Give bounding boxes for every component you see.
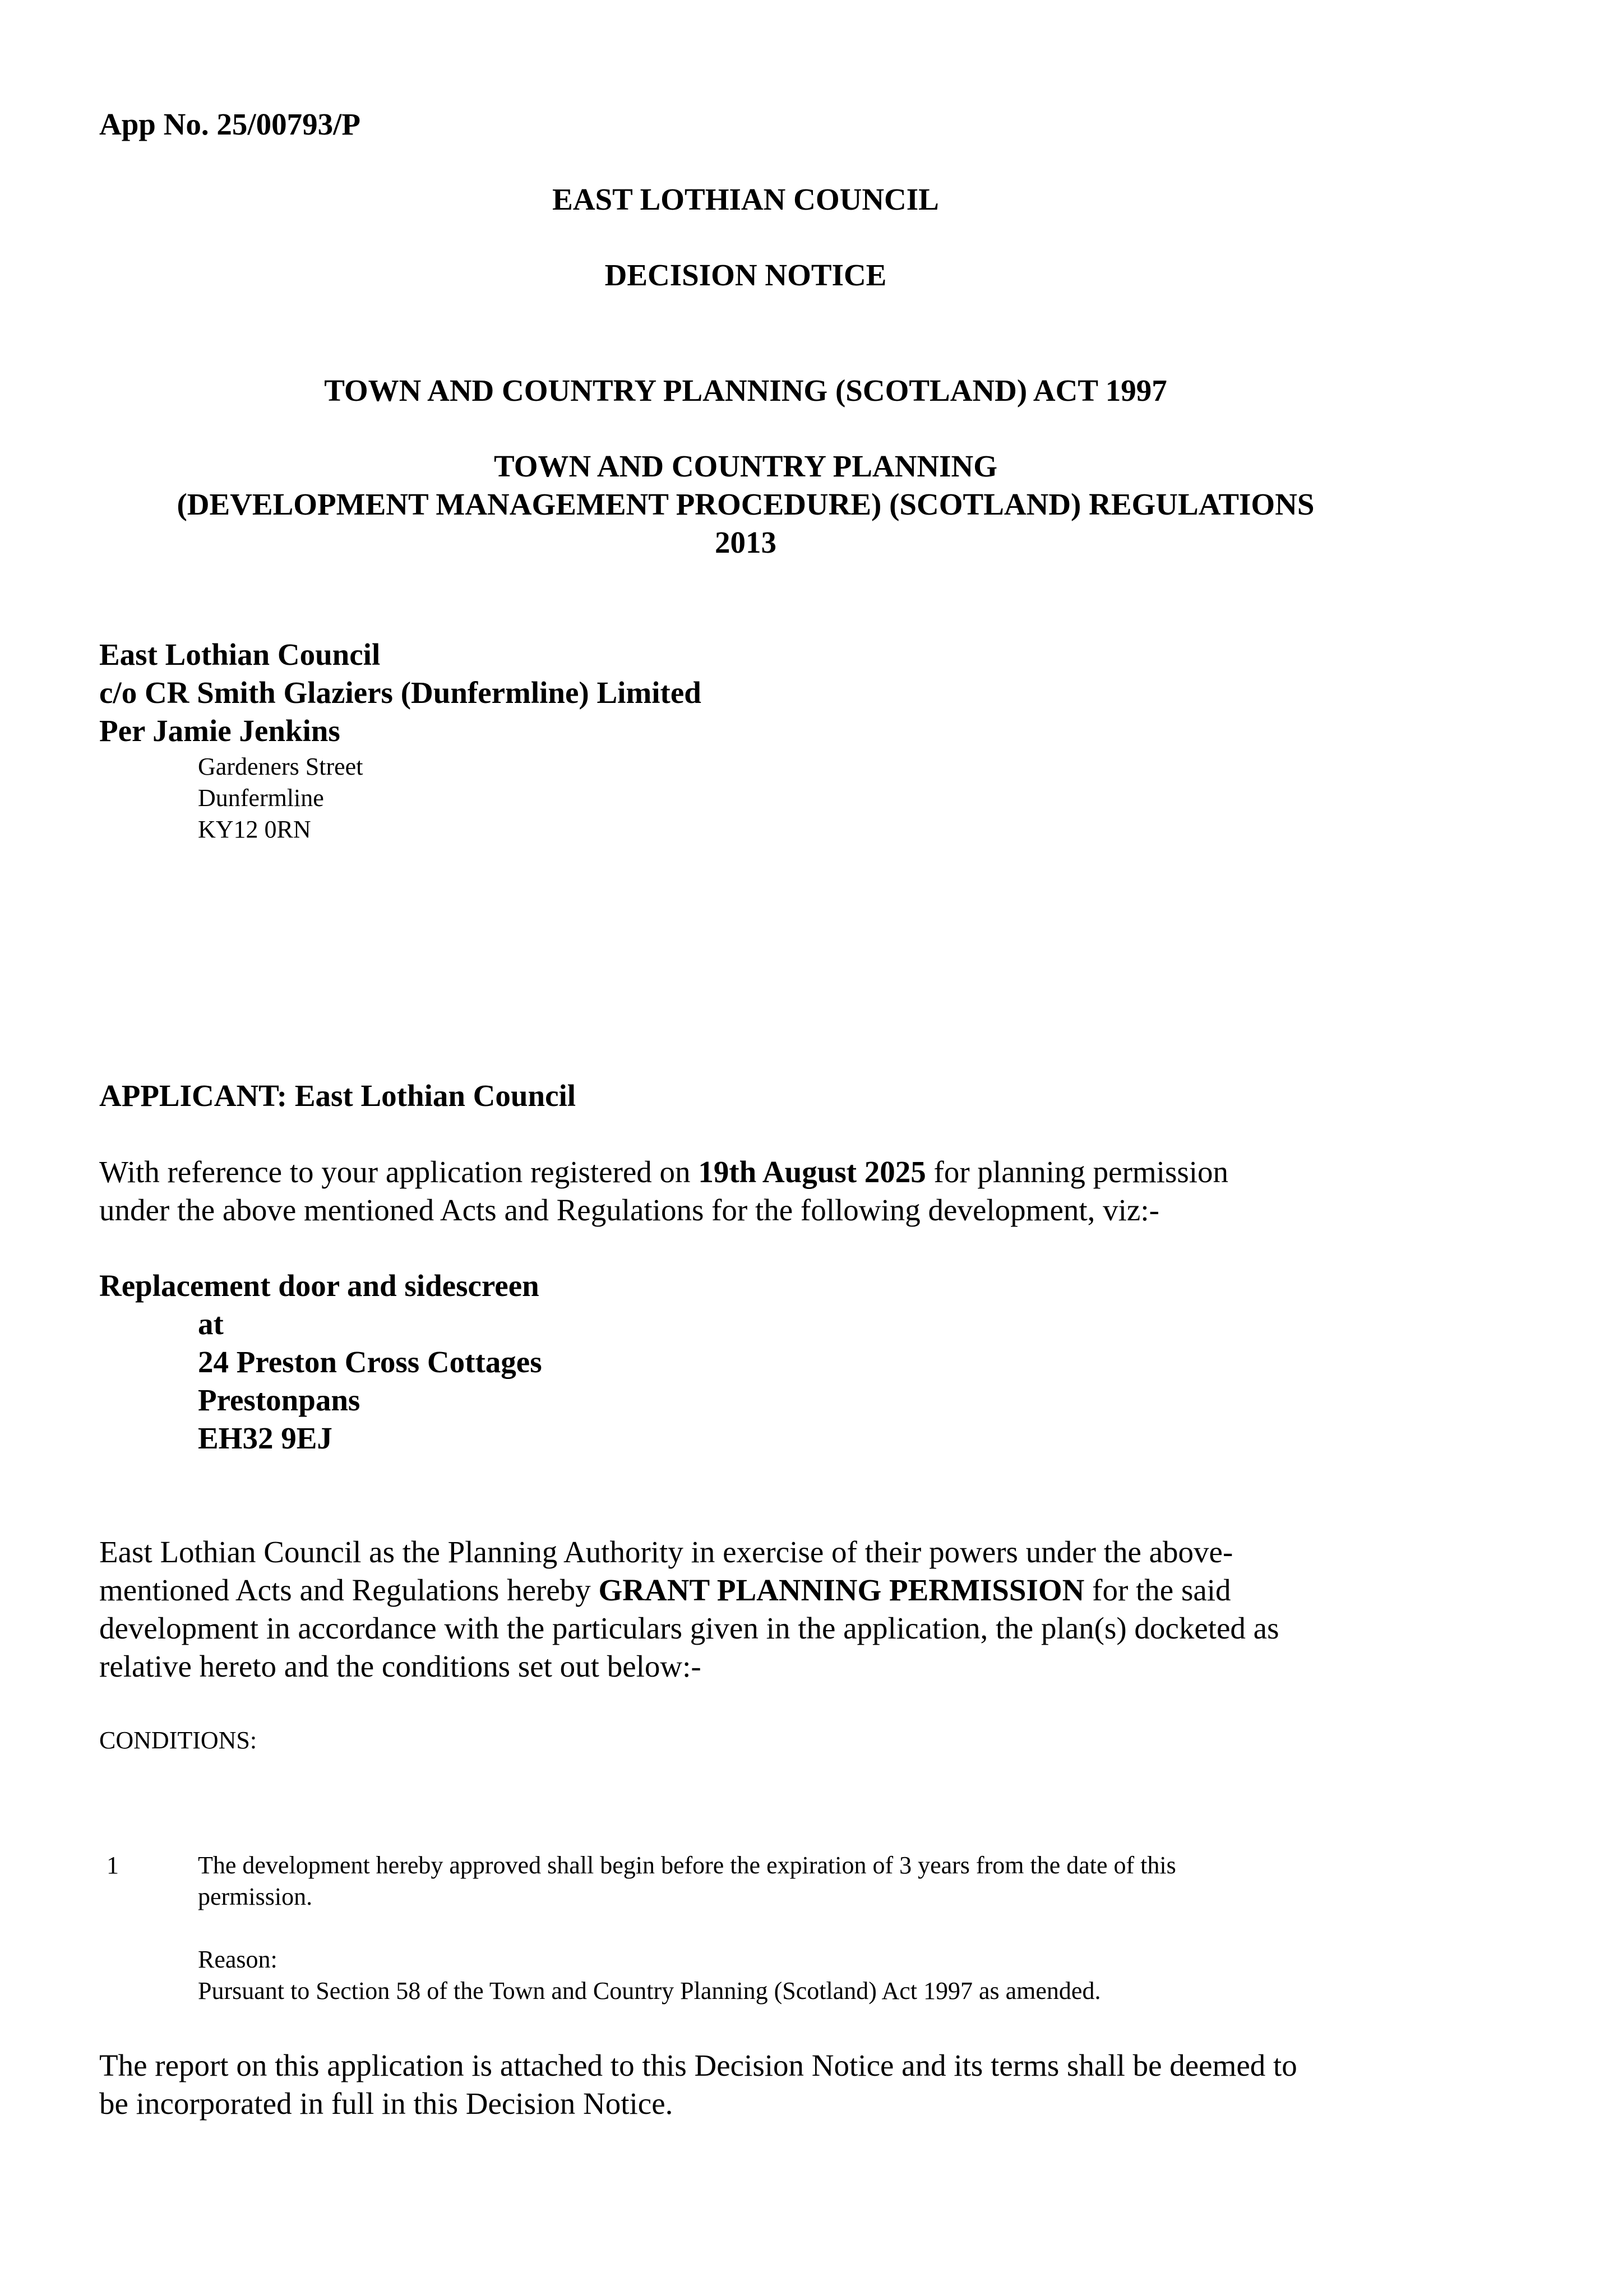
reference-line-1 xyxy=(99,1153,1501,1191)
decision-line-3: development in accordance with the particulars given in the application, the plan(s) docketed as xyxy=(99,1611,1279,1645)
notice-title: DECISION NOTICE xyxy=(604,258,887,292)
regulations-heading-line-1: TOWN AND COUNTRY PLANNING xyxy=(494,449,997,483)
condition-reason-label: Reason: xyxy=(198,1946,278,1973)
regulations-heading-line-2: (DEVELOPMENT MANAGEMENT PROCEDURE) (SCOTLAND) REGULATIONS xyxy=(177,487,1315,521)
development-at: at xyxy=(198,1307,224,1341)
condition-text xyxy=(198,1850,1459,2007)
decision-paragraph xyxy=(99,1533,1501,1686)
reference-intro: With reference to your application registered on xyxy=(99,1155,699,1189)
decision-line-1: East Lothian Council as the Planning Authority in exercise of their powers under the above- xyxy=(99,1535,1233,1569)
report-note xyxy=(99,2047,1501,2123)
address-town: Dunfermline xyxy=(198,784,324,812)
decision-line-4: relative hereto and the conditions set out below:- xyxy=(99,1649,701,1683)
conditions-heading: CONDITIONS: xyxy=(99,1726,257,1754)
reference-paragraph xyxy=(99,1153,1501,1229)
development-address-line-1: 24 Preston Cross Cottages xyxy=(198,1345,542,1379)
registration-date: 19th August 2025 xyxy=(698,1155,926,1189)
development-description: Replacement door and sidescreen xyxy=(99,1269,539,1303)
act-heading: TOWN AND COUNTRY PLANNING (SCOTLAND) ACT 1997 xyxy=(324,373,1167,408)
development-address-line-3: EH32 9EJ xyxy=(198,1421,332,1455)
condition-number: 1 xyxy=(107,1851,119,1879)
development-address-line-2: Prestonpans xyxy=(198,1383,360,1417)
addressee-name: East Lothian Council xyxy=(99,637,381,672)
regulations-heading-line-3: 2013 xyxy=(715,525,776,559)
addressee-care-of: c/o CR Smith Glaziers (Dunfermline) Limited xyxy=(99,675,701,710)
addressee-per: Per Jamie Jenkins xyxy=(99,714,340,748)
grant-planning-permission: GRANT PLANNING PERMISSION xyxy=(598,1573,1085,1607)
report-note-line-2: be incorporated in full in this Decision Notice. xyxy=(99,2086,673,2121)
decision-line-2-start: mentioned Acts and Regulations hereby xyxy=(99,1573,599,1607)
application-number: App No. 25/00793/P xyxy=(99,107,361,141)
report-note-line-1: The report on this application is attached to this Decision Notice and its terms shall be deemed to xyxy=(99,2048,1297,2082)
address-street: Gardeners Street xyxy=(198,753,363,780)
applicant-line: APPLICANT: East Lothian Council xyxy=(99,1078,576,1113)
address-postcode: KY12 0RN xyxy=(198,816,311,843)
decision-line-2 xyxy=(99,1571,1501,1609)
condition-text-line-1: The development hereby approved shall begin before the expiration of 3 years from the date of this xyxy=(198,1851,1176,1879)
decision-line-2-end: for the said xyxy=(1084,1573,1231,1607)
reference-after-date: for planning permission xyxy=(926,1155,1229,1189)
condition-text-line-2: permission. xyxy=(198,1883,313,1910)
reference-line-2: under the above mentioned Acts and Regulations for the following development, viz:- xyxy=(99,1193,1159,1227)
council-heading: EAST LOTHIAN COUNCIL xyxy=(552,182,939,216)
condition-reason-text: Pursuant to Section 58 of the Town and Country Planning (Scotland) Act 1997 as amended. xyxy=(198,1977,1101,2005)
